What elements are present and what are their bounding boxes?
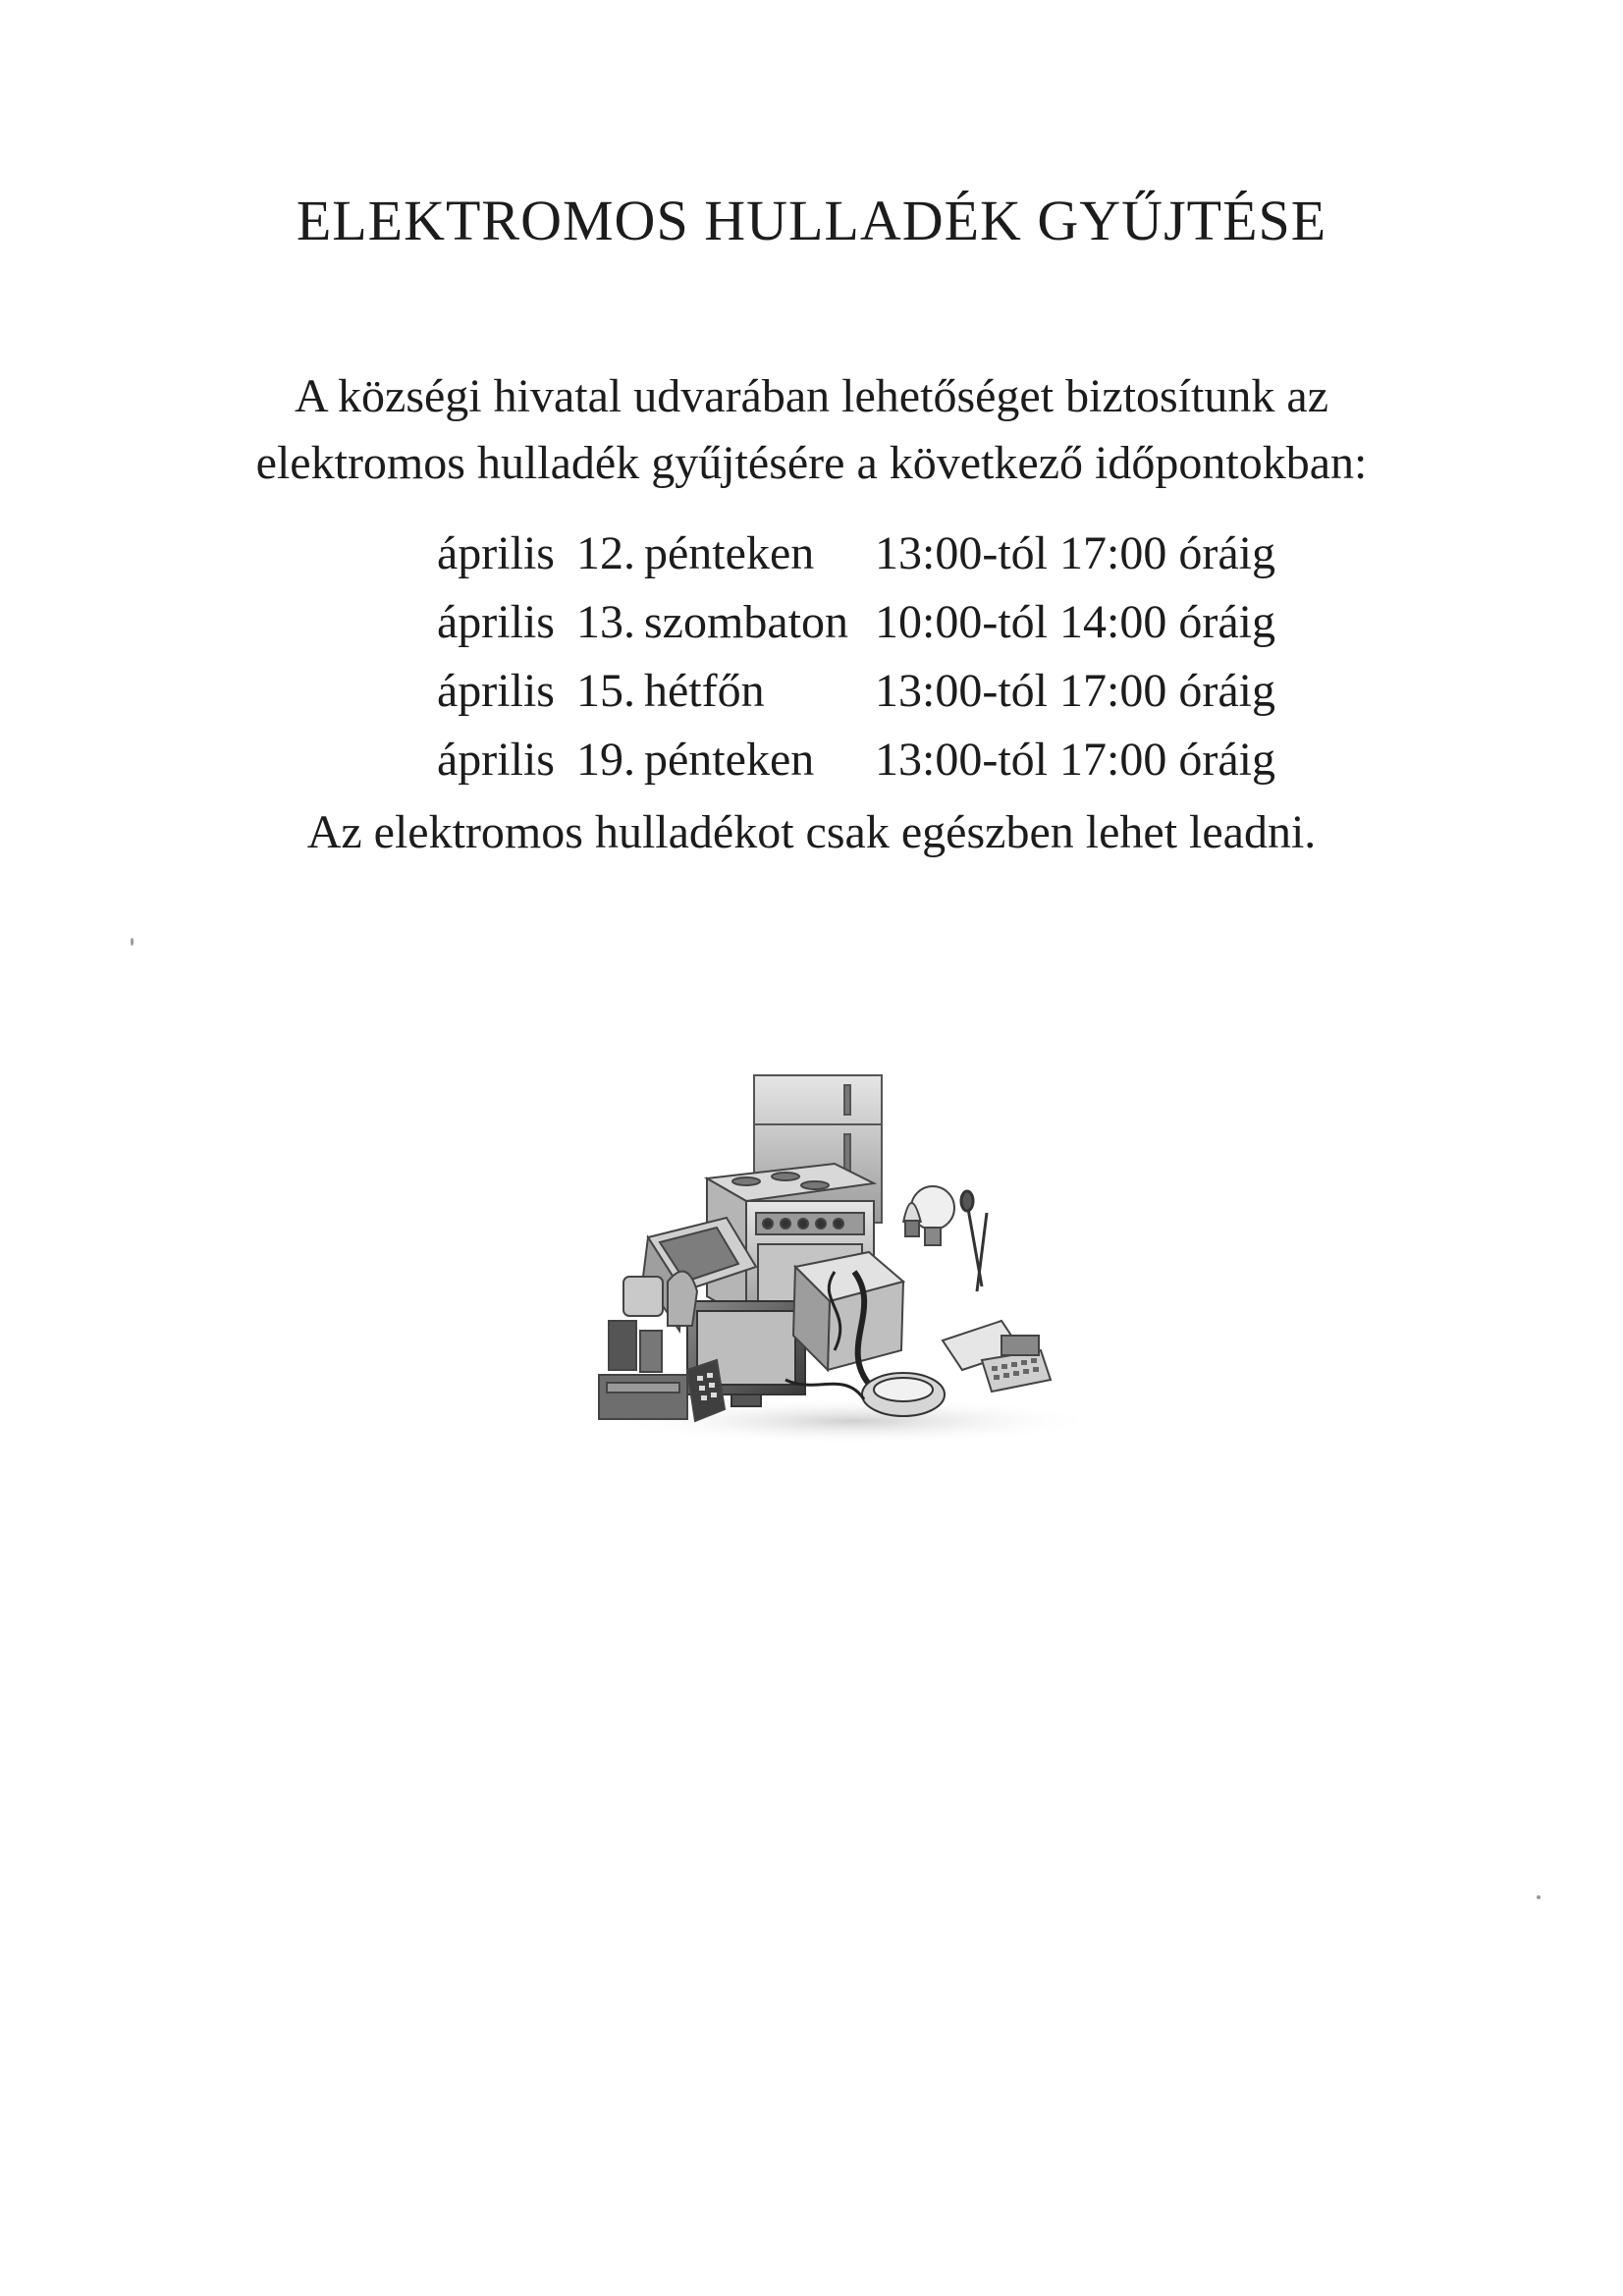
intro-line-1: A községi hivatal udvarában lehetőséget biztosítunk az [295, 370, 1328, 422]
document-title: ELEKTROMOS HULLADÉK GYŰJTÉSE [296, 189, 1327, 252]
schedule-time: 13:00-tól 17:00 óráig [875, 527, 1275, 579]
schedule-weekday: szombaton [644, 596, 848, 648]
schedule-row [437, 519, 1321, 588]
collection-schedule [437, 519, 1321, 794]
schedule-month: április [437, 596, 555, 648]
schedule-day: 15. [576, 665, 635, 717]
schedule-day: 13. [576, 596, 635, 648]
schedule-time: 10:00-tól 14:00 óráig [875, 596, 1275, 648]
schedule-time: 13:00-tól 17:00 óráig [875, 734, 1275, 786]
schedule-weekday: pénteken [644, 527, 815, 579]
disposal-note: Az elektromos hulladékot csak egészben lehet leadni. [306, 806, 1317, 858]
schedule-weekday: pénteken [644, 734, 815, 786]
schedule-month: április [437, 734, 555, 786]
schedule-month: április [437, 665, 555, 717]
schedule-row [437, 657, 1321, 726]
schedule-time: 13:00-tól 17:00 óráig [875, 665, 1275, 717]
schedule-day: 12. [576, 527, 635, 579]
schedule-row [437, 588, 1321, 657]
intro-line-2: elektromos hulladék gyűjtésére a következő időpontokban: [255, 437, 1368, 489]
schedule-row [437, 726, 1321, 794]
schedule-weekday: hétfőn [644, 665, 765, 717]
schedule-day: 19. [576, 734, 635, 786]
scan-speck [131, 938, 134, 946]
schedule-month: április [437, 527, 555, 579]
electronic-waste-pile-image [589, 1056, 1100, 1449]
scan-speck [1537, 1895, 1541, 1899]
